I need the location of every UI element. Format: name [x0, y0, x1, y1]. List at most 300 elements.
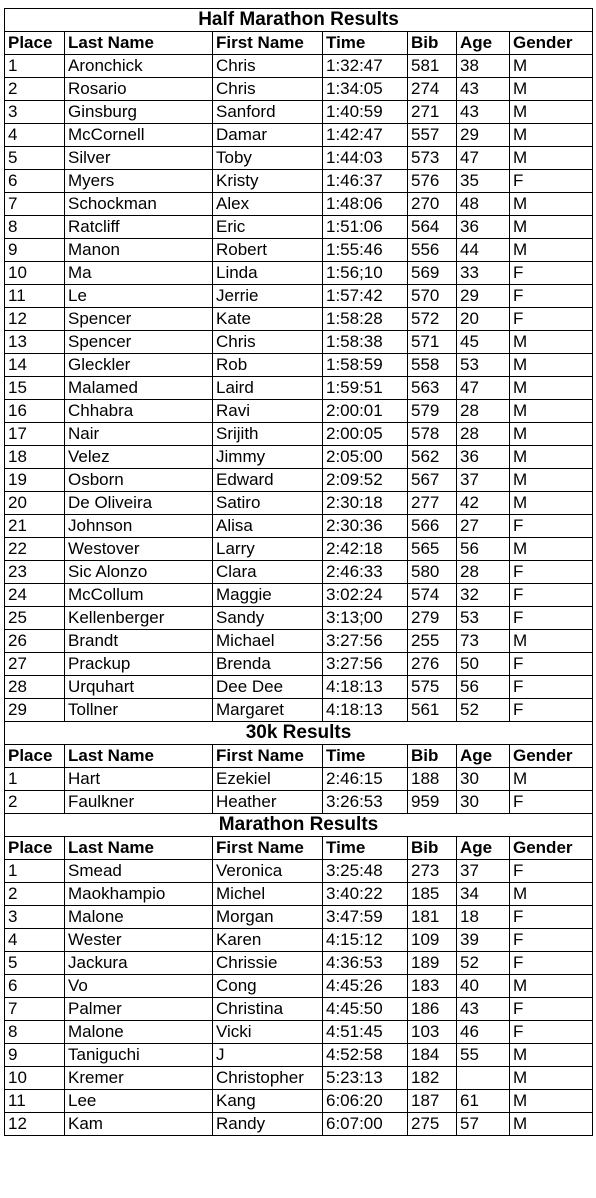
cell-first-name: Toby [213, 147, 323, 170]
cell-bib: 571 [408, 331, 457, 354]
table-row [5, 607, 593, 630]
cell-time: 4:18:13 [323, 699, 408, 722]
cell-first-name: Veronica [213, 860, 323, 883]
cell-first-name: Chris [213, 78, 323, 101]
cell-gender: M [510, 1067, 593, 1090]
table-row [5, 469, 593, 492]
table-row [5, 791, 593, 814]
table-row [5, 975, 593, 998]
cell-age: 45 [457, 331, 510, 354]
cell-last-name: Kremer [65, 1067, 213, 1090]
cell-time: 5:23:13 [323, 1067, 408, 1090]
cell-bib: 270 [408, 193, 457, 216]
cell-time: 3:13;00 [323, 607, 408, 630]
table-row [5, 653, 593, 676]
cell-last-name: Gleckler [65, 354, 213, 377]
cell-gender: M [510, 354, 593, 377]
cell-place: 7 [5, 193, 65, 216]
cell-gender: F [510, 860, 593, 883]
column-header-place: Place [5, 837, 65, 860]
cell-bib: 557 [408, 124, 457, 147]
cell-last-name: Ratcliff [65, 216, 213, 239]
cell-place: 1 [5, 55, 65, 78]
cell-first-name: Damar [213, 124, 323, 147]
cell-age: 53 [457, 354, 510, 377]
cell-age: 52 [457, 952, 510, 975]
cell-last-name: Kam [65, 1113, 213, 1136]
cell-time: 1:58:59 [323, 354, 408, 377]
column-header-place: Place [5, 32, 65, 55]
cell-age: 18 [457, 906, 510, 929]
cell-place: 17 [5, 423, 65, 446]
cell-last-name: Nair [65, 423, 213, 446]
cell-age: 30 [457, 791, 510, 814]
cell-time: 1:58:38 [323, 331, 408, 354]
cell-time: 3:40:22 [323, 883, 408, 906]
cell-bib: 565 [408, 538, 457, 561]
cell-age: 61 [457, 1090, 510, 1113]
cell-bib: 572 [408, 308, 457, 331]
cell-bib: 566 [408, 515, 457, 538]
cell-first-name: Jimmy [213, 446, 323, 469]
table-row [5, 124, 593, 147]
cell-age: 36 [457, 446, 510, 469]
table-row [5, 883, 593, 906]
cell-gender: M [510, 55, 593, 78]
cell-place: 13 [5, 331, 65, 354]
cell-first-name: Margaret [213, 699, 323, 722]
section-title: Marathon Results [5, 814, 593, 837]
cell-bib: 109 [408, 929, 457, 952]
cell-time: 2:46:15 [323, 768, 408, 791]
cell-gender: M [510, 538, 593, 561]
cell-age: 28 [457, 400, 510, 423]
cell-age: 47 [457, 377, 510, 400]
cell-place: 23 [5, 561, 65, 584]
table-row [5, 78, 593, 101]
cell-last-name: Osborn [65, 469, 213, 492]
table-row [5, 699, 593, 722]
cell-place: 9 [5, 239, 65, 262]
cell-first-name: Alex [213, 193, 323, 216]
column-header-first-name: First Name [213, 745, 323, 768]
cell-first-name: Michel [213, 883, 323, 906]
cell-age [457, 1067, 510, 1090]
column-header-row [5, 745, 593, 768]
cell-last-name: Malone [65, 906, 213, 929]
cell-place: 11 [5, 285, 65, 308]
cell-time: 2:30:36 [323, 515, 408, 538]
cell-last-name: Hart [65, 768, 213, 791]
table-row [5, 1067, 593, 1090]
cell-gender: M [510, 630, 593, 653]
column-header-age: Age [457, 32, 510, 55]
cell-place: 12 [5, 1113, 65, 1136]
cell-bib: 184 [408, 1044, 457, 1067]
column-header-last-name: Last Name [65, 745, 213, 768]
cell-age: 32 [457, 584, 510, 607]
cell-bib: 573 [408, 147, 457, 170]
cell-age: 28 [457, 561, 510, 584]
cell-first-name: Linda [213, 262, 323, 285]
cell-bib: 255 [408, 630, 457, 653]
cell-first-name: Morgan [213, 906, 323, 929]
section-title: Half Marathon Results [5, 9, 593, 32]
table-row [5, 584, 593, 607]
cell-time: 6:06:20 [323, 1090, 408, 1113]
cell-bib: 186 [408, 998, 457, 1021]
cell-bib: 276 [408, 653, 457, 676]
cell-bib: 569 [408, 262, 457, 285]
cell-gender: F [510, 262, 593, 285]
cell-bib: 189 [408, 952, 457, 975]
cell-time: 3:02:24 [323, 584, 408, 607]
cell-gender: F [510, 791, 593, 814]
cell-place: 3 [5, 101, 65, 124]
table-row [5, 952, 593, 975]
cell-first-name: Maggie [213, 584, 323, 607]
cell-place: 25 [5, 607, 65, 630]
cell-time: 3:26:53 [323, 791, 408, 814]
cell-place: 19 [5, 469, 65, 492]
cell-time: 4:45:26 [323, 975, 408, 998]
cell-bib: 563 [408, 377, 457, 400]
cell-last-name: Smead [65, 860, 213, 883]
column-header-time: Time [323, 32, 408, 55]
cell-time: 1:59:51 [323, 377, 408, 400]
cell-bib: 581 [408, 55, 457, 78]
table-row [5, 492, 593, 515]
cell-gender: F [510, 285, 593, 308]
table-row [5, 998, 593, 1021]
cell-last-name: Taniguchi [65, 1044, 213, 1067]
cell-age: 29 [457, 285, 510, 308]
table-row [5, 354, 593, 377]
results-table [4, 8, 593, 1136]
table-row [5, 860, 593, 883]
cell-age: 39 [457, 929, 510, 952]
cell-bib: 574 [408, 584, 457, 607]
cell-first-name: Srijith [213, 423, 323, 446]
cell-time: 4:15:12 [323, 929, 408, 952]
table-row [5, 1113, 593, 1136]
cell-age: 56 [457, 538, 510, 561]
table-row [5, 55, 593, 78]
section-title-row [5, 722, 593, 745]
cell-bib: 579 [408, 400, 457, 423]
cell-age: 43 [457, 998, 510, 1021]
section-title: 30k Results [5, 722, 593, 745]
cell-gender: F [510, 998, 593, 1021]
cell-age: 57 [457, 1113, 510, 1136]
cell-age: 37 [457, 469, 510, 492]
cell-place: 14 [5, 354, 65, 377]
cell-last-name: Maokhampio [65, 883, 213, 906]
column-header-age: Age [457, 837, 510, 860]
column-header-gender: Gender [510, 32, 593, 55]
cell-bib: 274 [408, 78, 457, 101]
cell-bib: 273 [408, 860, 457, 883]
cell-last-name: Johnson [65, 515, 213, 538]
cell-last-name: Brandt [65, 630, 213, 653]
cell-bib: 564 [408, 216, 457, 239]
cell-last-name: Manon [65, 239, 213, 262]
column-header-bib: Bib [408, 837, 457, 860]
table-row [5, 423, 593, 446]
cell-place: 20 [5, 492, 65, 515]
cell-age: 53 [457, 607, 510, 630]
cell-first-name: Rob [213, 354, 323, 377]
cell-gender: M [510, 768, 593, 791]
table-row [5, 768, 593, 791]
cell-gender: M [510, 124, 593, 147]
cell-gender: F [510, 515, 593, 538]
cell-age: 46 [457, 1021, 510, 1044]
cell-first-name: Randy [213, 1113, 323, 1136]
cell-place: 24 [5, 584, 65, 607]
cell-bib: 103 [408, 1021, 457, 1044]
cell-gender: F [510, 653, 593, 676]
table-row [5, 906, 593, 929]
cell-first-name: Kristy [213, 170, 323, 193]
column-header-first-name: First Name [213, 837, 323, 860]
column-header-time: Time [323, 745, 408, 768]
cell-age: 50 [457, 653, 510, 676]
cell-gender: F [510, 607, 593, 630]
cell-first-name: Larry [213, 538, 323, 561]
cell-last-name: Kellenberger [65, 607, 213, 630]
cell-place: 5 [5, 952, 65, 975]
cell-gender: M [510, 1044, 593, 1067]
cell-first-name: Eric [213, 216, 323, 239]
column-header-place: Place [5, 745, 65, 768]
cell-gender: M [510, 1090, 593, 1113]
cell-last-name: Westover [65, 538, 213, 561]
cell-gender: M [510, 492, 593, 515]
table-row [5, 676, 593, 699]
cell-place: 7 [5, 998, 65, 1021]
cell-first-name: Michael [213, 630, 323, 653]
cell-time: 1:40:59 [323, 101, 408, 124]
cell-last-name: De Oliveira [65, 492, 213, 515]
column-header-row [5, 32, 593, 55]
cell-time: 2:00:05 [323, 423, 408, 446]
cell-gender: F [510, 906, 593, 929]
cell-first-name: Dee Dee [213, 676, 323, 699]
cell-time: 2:46:33 [323, 561, 408, 584]
column-header-first-name: First Name [213, 32, 323, 55]
cell-time: 1:48:06 [323, 193, 408, 216]
cell-place: 2 [5, 78, 65, 101]
cell-first-name: Brenda [213, 653, 323, 676]
table-row [5, 515, 593, 538]
cell-place: 9 [5, 1044, 65, 1067]
cell-time: 1:56;10 [323, 262, 408, 285]
cell-last-name: Urquhart [65, 676, 213, 699]
cell-first-name: Cong [213, 975, 323, 998]
cell-gender: M [510, 1113, 593, 1136]
column-header-bib: Bib [408, 32, 457, 55]
cell-age: 34 [457, 883, 510, 906]
cell-first-name: Alisa [213, 515, 323, 538]
cell-gender: F [510, 676, 593, 699]
cell-age: 30 [457, 768, 510, 791]
cell-first-name: Robert [213, 239, 323, 262]
cell-time: 2:30:18 [323, 492, 408, 515]
cell-gender: M [510, 377, 593, 400]
cell-age: 73 [457, 630, 510, 653]
table-row [5, 446, 593, 469]
section-title-row [5, 9, 593, 32]
cell-place: 1 [5, 768, 65, 791]
cell-time: 4:45:50 [323, 998, 408, 1021]
column-header-gender: Gender [510, 745, 593, 768]
cell-last-name: Tollner [65, 699, 213, 722]
cell-bib: 185 [408, 883, 457, 906]
cell-bib: 182 [408, 1067, 457, 1090]
results-sheet [4, 8, 592, 1136]
cell-bib: 561 [408, 699, 457, 722]
cell-age: 28 [457, 423, 510, 446]
cell-age: 55 [457, 1044, 510, 1067]
cell-age: 52 [457, 699, 510, 722]
cell-place: 28 [5, 676, 65, 699]
table-row [5, 929, 593, 952]
cell-first-name: Christopher [213, 1067, 323, 1090]
cell-place: 10 [5, 1067, 65, 1090]
cell-place: 4 [5, 124, 65, 147]
cell-last-name: Palmer [65, 998, 213, 1021]
cell-last-name: Vo [65, 975, 213, 998]
cell-time: 2:42:18 [323, 538, 408, 561]
cell-time: 3:47:59 [323, 906, 408, 929]
table-row [5, 147, 593, 170]
cell-bib: 271 [408, 101, 457, 124]
table-row [5, 538, 593, 561]
cell-gender: M [510, 883, 593, 906]
cell-time: 1:32:47 [323, 55, 408, 78]
cell-bib: 576 [408, 170, 457, 193]
cell-place: 3 [5, 906, 65, 929]
cell-gender: F [510, 929, 593, 952]
cell-last-name: Jackura [65, 952, 213, 975]
cell-gender: F [510, 170, 593, 193]
cell-last-name: Chhabra [65, 400, 213, 423]
cell-last-name: Schockman [65, 193, 213, 216]
cell-gender: F [510, 952, 593, 975]
cell-last-name: Sic Alonzo [65, 561, 213, 584]
cell-last-name: Ma [65, 262, 213, 285]
cell-bib: 181 [408, 906, 457, 929]
cell-first-name: Chris [213, 331, 323, 354]
cell-time: 2:00:01 [323, 400, 408, 423]
cell-first-name: Laird [213, 377, 323, 400]
cell-last-name: Prackup [65, 653, 213, 676]
cell-gender: F [510, 1021, 593, 1044]
cell-first-name: Kate [213, 308, 323, 331]
cell-first-name: Chrissie [213, 952, 323, 975]
cell-place: 26 [5, 630, 65, 653]
cell-last-name: Spencer [65, 308, 213, 331]
table-row [5, 630, 593, 653]
cell-place: 12 [5, 308, 65, 331]
cell-last-name: Aronchick [65, 55, 213, 78]
table-row [5, 216, 593, 239]
cell-place: 5 [5, 147, 65, 170]
cell-place: 27 [5, 653, 65, 676]
cell-gender: F [510, 308, 593, 331]
cell-place: 21 [5, 515, 65, 538]
table-row [5, 308, 593, 331]
cell-age: 42 [457, 492, 510, 515]
cell-time: 1:34:05 [323, 78, 408, 101]
cell-age: 43 [457, 101, 510, 124]
cell-age: 33 [457, 262, 510, 285]
cell-first-name: Christina [213, 998, 323, 1021]
cell-bib: 188 [408, 768, 457, 791]
cell-age: 27 [457, 515, 510, 538]
cell-last-name: Malone [65, 1021, 213, 1044]
cell-first-name: Sanford [213, 101, 323, 124]
cell-time: 1:57:42 [323, 285, 408, 308]
cell-gender: M [510, 446, 593, 469]
cell-place: 15 [5, 377, 65, 400]
cell-time: 4:51:45 [323, 1021, 408, 1044]
table-row [5, 561, 593, 584]
cell-time: 6:07:00 [323, 1113, 408, 1136]
cell-first-name: Kang [213, 1090, 323, 1113]
cell-first-name: Karen [213, 929, 323, 952]
results-body [5, 9, 593, 1136]
cell-age: 29 [457, 124, 510, 147]
cell-last-name: Rosario [65, 78, 213, 101]
cell-place: 2 [5, 791, 65, 814]
table-row [5, 239, 593, 262]
cell-age: 43 [457, 78, 510, 101]
cell-age: 37 [457, 860, 510, 883]
cell-time: 1:58:28 [323, 308, 408, 331]
cell-first-name: Vicki [213, 1021, 323, 1044]
cell-bib: 575 [408, 676, 457, 699]
cell-bib: 570 [408, 285, 457, 308]
cell-first-name: J [213, 1044, 323, 1067]
cell-last-name: McCornell [65, 124, 213, 147]
cell-first-name: Satiro [213, 492, 323, 515]
section-title-row [5, 814, 593, 837]
cell-gender: M [510, 147, 593, 170]
table-row [5, 285, 593, 308]
cell-age: 47 [457, 147, 510, 170]
cell-age: 44 [457, 239, 510, 262]
column-header-gender: Gender [510, 837, 593, 860]
cell-place: 16 [5, 400, 65, 423]
table-row [5, 1021, 593, 1044]
table-row [5, 262, 593, 285]
cell-time: 1:42:47 [323, 124, 408, 147]
table-row [5, 1090, 593, 1113]
cell-bib: 578 [408, 423, 457, 446]
cell-first-name: Edward [213, 469, 323, 492]
table-row [5, 1044, 593, 1067]
cell-time: 4:36:53 [323, 952, 408, 975]
cell-last-name: Malamed [65, 377, 213, 400]
cell-gender: M [510, 216, 593, 239]
cell-time: 3:27:56 [323, 630, 408, 653]
cell-age: 20 [457, 308, 510, 331]
cell-first-name: Sandy [213, 607, 323, 630]
column-header-last-name: Last Name [65, 837, 213, 860]
cell-place: 1 [5, 860, 65, 883]
